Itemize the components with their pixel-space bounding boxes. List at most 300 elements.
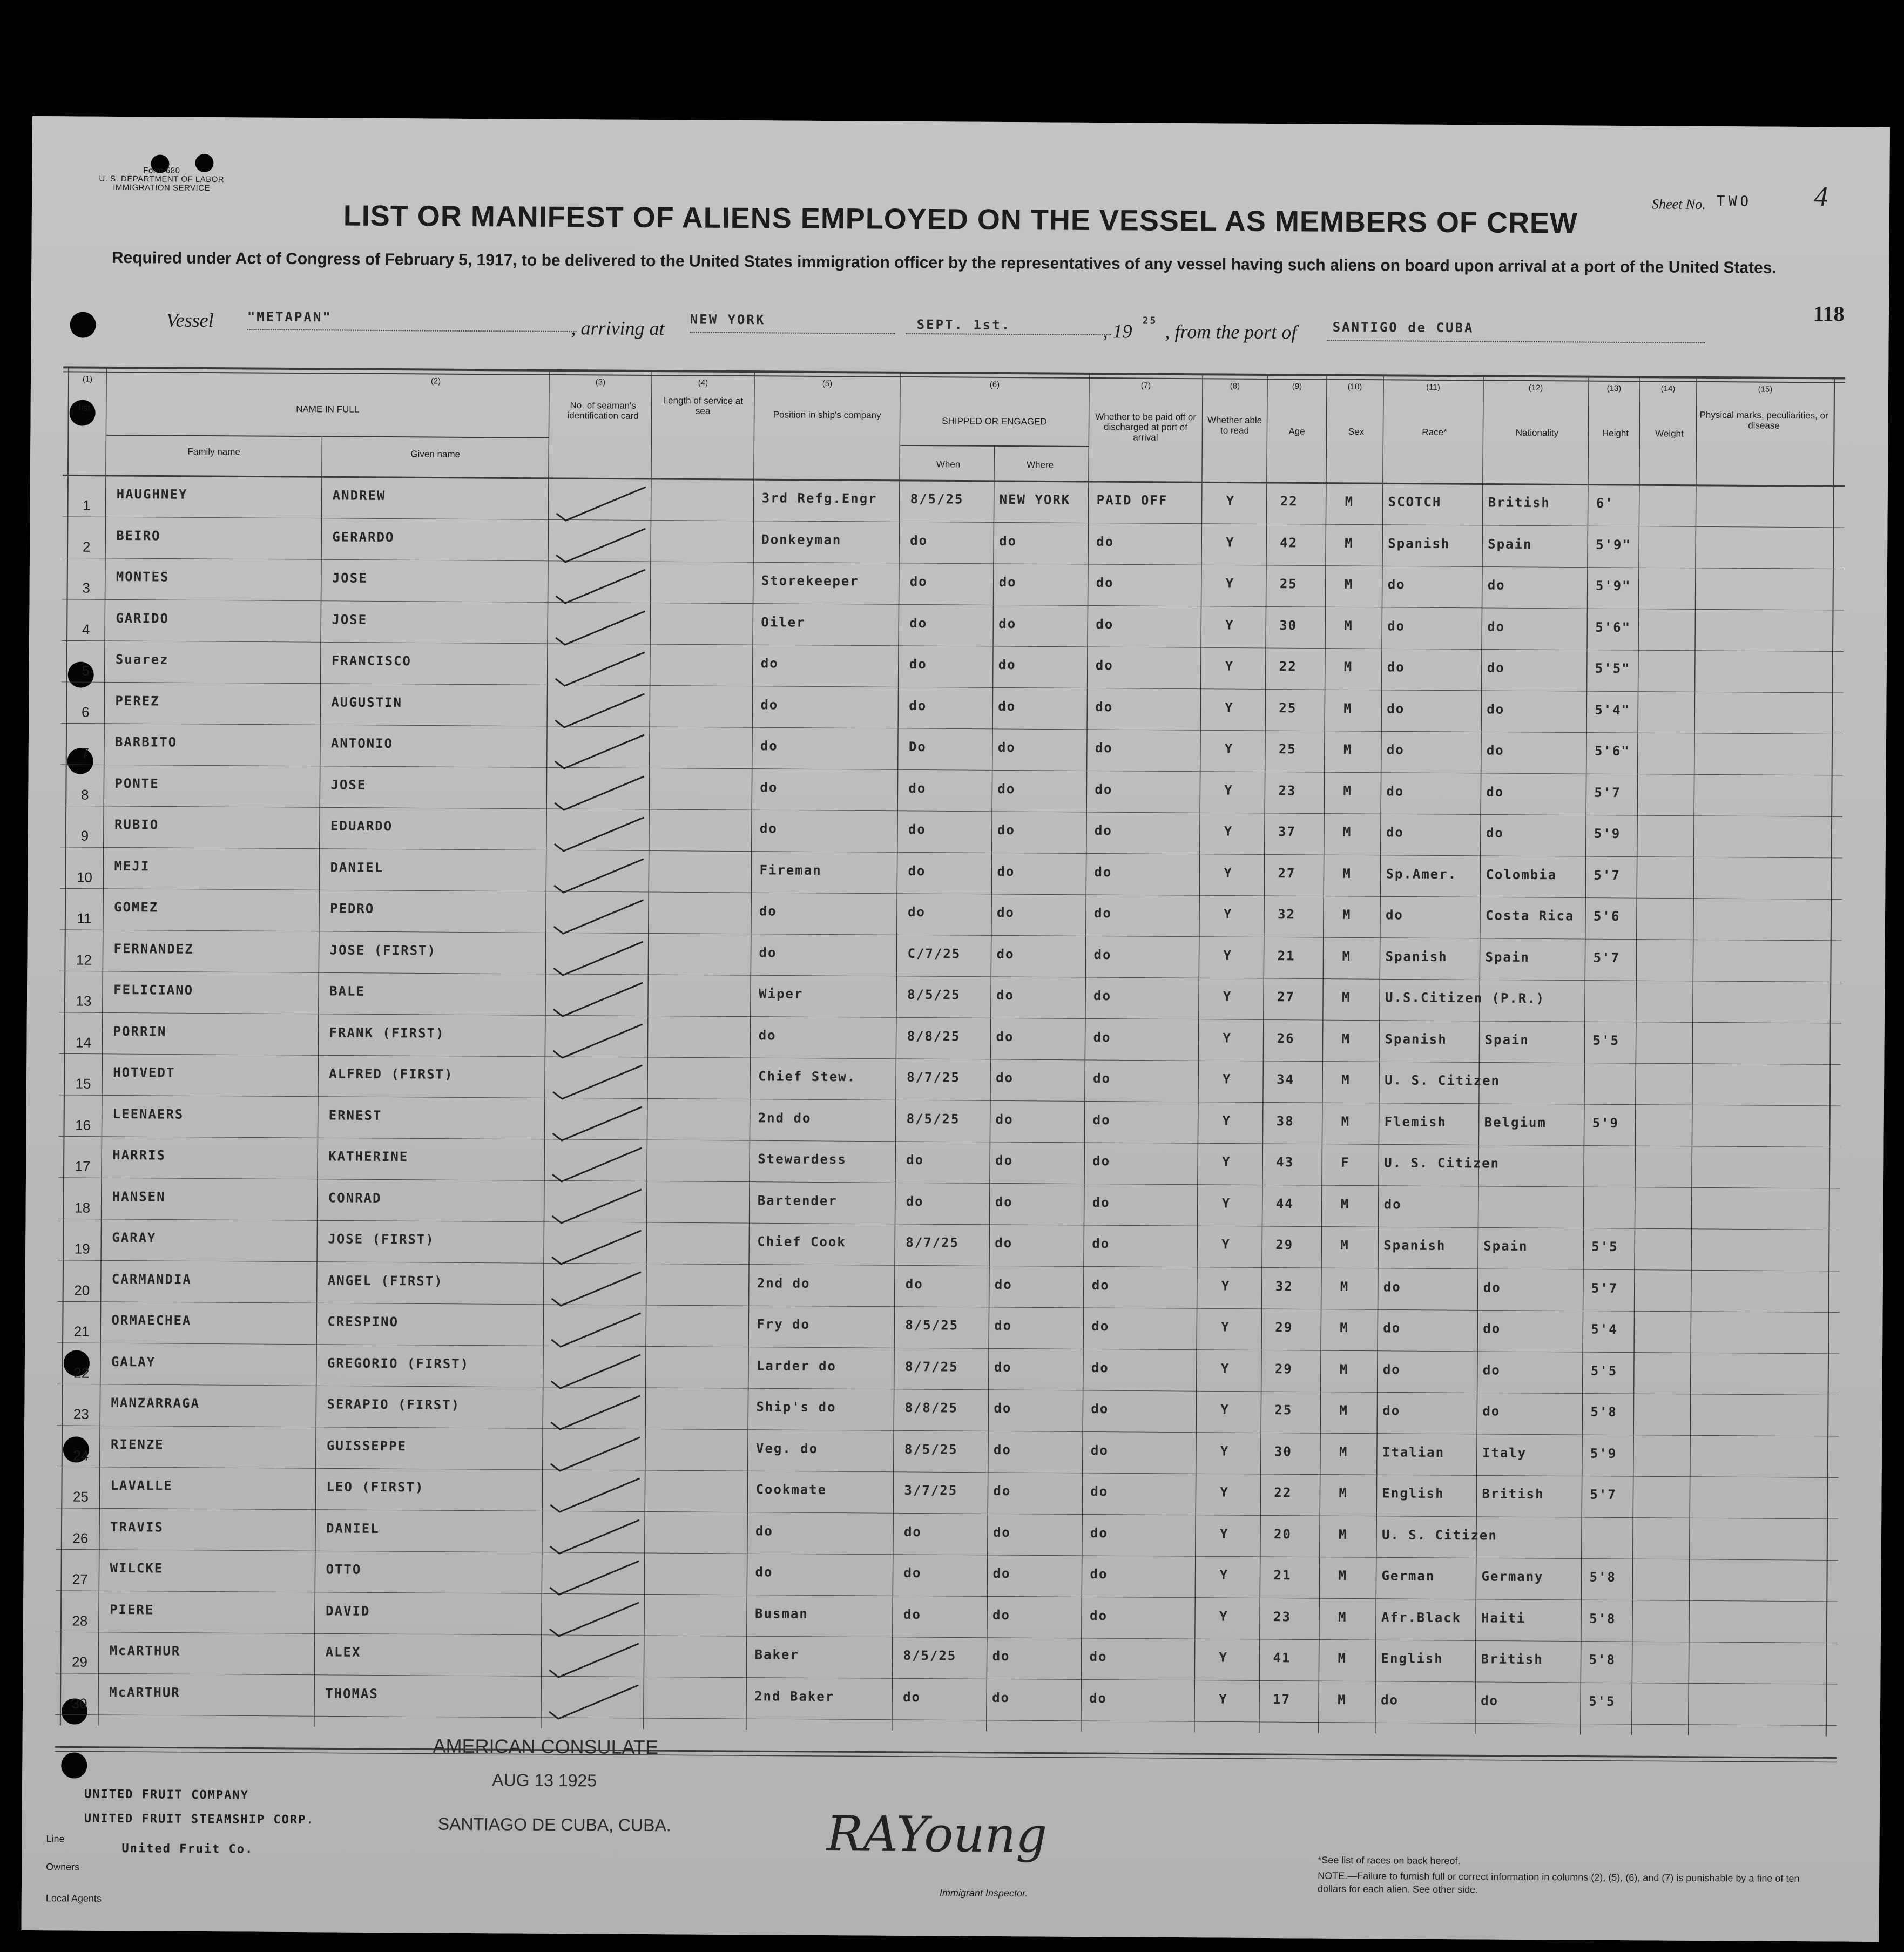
nationality-cell: Costa Rica bbox=[1485, 908, 1575, 924]
nationality-cell: do bbox=[1487, 701, 1505, 717]
family-name-cell: LAVALLE bbox=[110, 1477, 173, 1494]
row-rule bbox=[57, 1426, 1839, 1436]
row-rule bbox=[59, 971, 1841, 982]
given-name-cell: EDUARDO bbox=[330, 818, 393, 834]
check-mark-icon bbox=[550, 1021, 647, 1064]
family-name-cell: PEREZ bbox=[115, 693, 160, 708]
given-name-cell: ALEX bbox=[325, 1644, 361, 1660]
footer-line-label: Line bbox=[46, 1833, 65, 1845]
shipped-when-cell: do bbox=[908, 821, 926, 837]
age-cell: 29 bbox=[1275, 1320, 1293, 1335]
row-number: 16 bbox=[75, 1117, 91, 1133]
column-number: (7) bbox=[1140, 381, 1151, 390]
family-name-cell: McARTHUR bbox=[109, 1643, 181, 1659]
shipped-when-cell: 3/7/25 bbox=[904, 1482, 958, 1498]
row-rule bbox=[57, 1467, 1839, 1477]
paid-off-cell: do bbox=[1090, 1566, 1108, 1582]
row-number: 10 bbox=[76, 869, 92, 886]
given-name-cell: JOSE bbox=[332, 611, 368, 627]
race-cell: Flemish bbox=[1384, 1113, 1447, 1130]
header-height: Height bbox=[1602, 428, 1629, 439]
nationality-cell: do bbox=[1482, 1403, 1501, 1419]
family-name-cell: ORMAECHEA bbox=[111, 1312, 192, 1328]
row-rule bbox=[57, 1343, 1839, 1354]
position-cell: Cookmate bbox=[755, 1482, 827, 1498]
arrival-date: SEPT. 1st. bbox=[916, 317, 1011, 333]
height-cell: 5'7 bbox=[1594, 785, 1621, 800]
check-mark-icon bbox=[551, 980, 648, 1023]
check-mark-icon bbox=[551, 938, 648, 982]
column-rule bbox=[314, 436, 322, 1727]
paid-off-cell: do bbox=[1094, 823, 1112, 839]
shipped-when-cell: do bbox=[910, 532, 928, 548]
sex-cell: M bbox=[1343, 659, 1353, 674]
family-name-cell: LEENAERS bbox=[112, 1106, 184, 1122]
nationality-cell: do bbox=[1483, 1279, 1501, 1295]
header-where: Where bbox=[1026, 460, 1054, 470]
shipped-when-cell: 8/5/25 bbox=[910, 491, 964, 507]
from-label: , from the port of bbox=[1165, 320, 1297, 343]
row-number: 9 bbox=[80, 827, 89, 844]
check-mark-icon bbox=[552, 814, 649, 858]
paid-off-cell: do bbox=[1093, 988, 1112, 1004]
race-cell: Spanish bbox=[1388, 535, 1450, 551]
nationality-cell: Spain bbox=[1484, 1031, 1529, 1048]
height-cell: 5'9 bbox=[1590, 1446, 1617, 1461]
row-rule bbox=[55, 1714, 1837, 1725]
column-rule bbox=[1194, 374, 1203, 1732]
height-cell: 5'9" bbox=[1596, 537, 1632, 552]
position-cell: Baker bbox=[754, 1647, 799, 1663]
shipped-when-cell: do bbox=[908, 780, 927, 796]
column-number: (8) bbox=[1230, 381, 1240, 391]
position-cell: do bbox=[760, 656, 779, 671]
able-read-cell: Y bbox=[1220, 1443, 1230, 1459]
able-read-cell: Y bbox=[1221, 1237, 1231, 1252]
position-cell: Storekeeper bbox=[761, 573, 859, 589]
nationality-cell: Germany bbox=[1481, 1569, 1544, 1585]
sex-cell: M bbox=[1338, 1650, 1347, 1666]
race-cell: English bbox=[1381, 1651, 1443, 1667]
row-number: 2 bbox=[82, 538, 91, 555]
age-cell: 27 bbox=[1277, 989, 1295, 1005]
paid-off-cell: do bbox=[1095, 658, 1113, 673]
able-read-cell: Y bbox=[1221, 1319, 1230, 1335]
paid-off-cell: do bbox=[1090, 1525, 1109, 1541]
age-cell: 44 bbox=[1275, 1195, 1294, 1211]
family-name-cell: GARIDO bbox=[116, 610, 170, 626]
shipped-where-cell: do bbox=[996, 1070, 1014, 1086]
given-name-cell: ALFRED (FIRST) bbox=[329, 1066, 454, 1082]
able-read-cell: Y bbox=[1220, 1402, 1230, 1417]
header-list: list bbox=[79, 402, 91, 413]
header-nationality: Nationality bbox=[1515, 427, 1559, 438]
able-read-cell: Y bbox=[1226, 493, 1235, 509]
family-name-cell: MANZARRAGA bbox=[111, 1395, 200, 1411]
shipped-where-cell: do bbox=[992, 1690, 1010, 1705]
given-name-cell: BALE bbox=[329, 983, 365, 999]
column-number: (10) bbox=[1347, 382, 1362, 392]
row-rule bbox=[59, 1012, 1841, 1023]
position-cell: do bbox=[758, 1027, 777, 1043]
given-name-cell: JOSE (FIRST) bbox=[329, 942, 437, 958]
position-cell: 2nd do bbox=[758, 1110, 812, 1126]
row-rule bbox=[56, 1508, 1838, 1519]
nationality-cell: do bbox=[1486, 783, 1504, 800]
able-read-cell: Y bbox=[1226, 535, 1235, 550]
age-cell: 38 bbox=[1276, 1113, 1294, 1129]
shipped-where-cell: do bbox=[994, 1276, 1012, 1292]
shipped-where-cell: do bbox=[995, 1152, 1014, 1169]
age-cell: 32 bbox=[1275, 1278, 1293, 1294]
age-cell: 25 bbox=[1278, 741, 1297, 757]
paid-off-cell: do bbox=[1089, 1607, 1108, 1623]
height-cell: 5'4 bbox=[1591, 1321, 1618, 1337]
column-number: (12) bbox=[1528, 383, 1543, 393]
able-read-cell: Y bbox=[1225, 658, 1234, 674]
able-read-cell: Y bbox=[1219, 1525, 1229, 1542]
row-number: 23 bbox=[73, 1406, 89, 1422]
height-cell: 5'5 bbox=[1590, 1363, 1618, 1379]
race-cell: do bbox=[1382, 1361, 1401, 1377]
shipped-where-cell: do bbox=[995, 1235, 1013, 1251]
column-number: (11) bbox=[1426, 382, 1440, 392]
able-read-cell: Y bbox=[1223, 1071, 1232, 1087]
position-cell: do bbox=[759, 903, 778, 919]
given-name-cell: ANGEL (FIRST) bbox=[327, 1272, 443, 1289]
able-read-cell: Y bbox=[1223, 989, 1232, 1004]
given-name-cell: PEDRO bbox=[329, 901, 375, 916]
shipped-when-cell: 8/8/25 bbox=[904, 1400, 958, 1416]
shipped-when-cell: 8/5/25 bbox=[906, 1111, 960, 1127]
height-cell: 6' bbox=[1596, 495, 1614, 511]
sex-cell: M bbox=[1344, 576, 1354, 592]
family-name-cell: RIENZE bbox=[110, 1436, 164, 1453]
age-cell: 41 bbox=[1273, 1650, 1291, 1666]
age-cell: 29 bbox=[1275, 1237, 1294, 1253]
column-number: (4) bbox=[698, 378, 708, 388]
header-physical-marks: Physical marks, peculiarities, or disease bbox=[1699, 409, 1828, 431]
height-cell: 5'8 bbox=[1589, 1652, 1616, 1667]
sex-cell: M bbox=[1343, 700, 1353, 716]
race-cell: do bbox=[1387, 659, 1405, 675]
sheet-number-value: TWO bbox=[1717, 193, 1752, 210]
shipped-when-cell: do bbox=[906, 1152, 924, 1168]
arriving-port: NEW YORK bbox=[690, 312, 766, 328]
shipped-when-cell: do bbox=[903, 1524, 922, 1539]
given-name-cell: AUGUSTIN bbox=[331, 694, 403, 710]
sex-cell: M bbox=[1341, 1113, 1351, 1129]
shipped-where-cell: do bbox=[998, 616, 1017, 631]
position-cell: Larder do bbox=[756, 1357, 837, 1374]
age-cell: 22 bbox=[1280, 494, 1298, 509]
position-cell: 2nd Baker bbox=[754, 1688, 835, 1704]
height-cell: 5'6" bbox=[1595, 619, 1631, 635]
header-race: Race* bbox=[1422, 427, 1447, 438]
able-read-cell: Y bbox=[1225, 617, 1234, 633]
given-name-cell: OTTO bbox=[326, 1562, 362, 1577]
shipped-where-cell: do bbox=[997, 822, 1015, 838]
header-bottom-rule bbox=[63, 475, 1845, 486]
race-cell: do bbox=[1385, 907, 1404, 923]
sex-cell: M bbox=[1342, 866, 1352, 881]
given-name-cell: DANIEL bbox=[326, 1520, 380, 1536]
age-cell: 17 bbox=[1273, 1691, 1291, 1707]
paid-off-cell: do bbox=[1091, 1319, 1110, 1334]
check-mark-icon bbox=[550, 1103, 647, 1147]
age-cell: 30 bbox=[1279, 617, 1298, 633]
family-name-cell: FERNANDEZ bbox=[113, 941, 194, 957]
family-name-cell: GOMEZ bbox=[113, 899, 159, 915]
header-name-in-full: NAME IN FULL bbox=[296, 403, 360, 415]
row-number: 21 bbox=[73, 1323, 90, 1340]
column-rule bbox=[1826, 378, 1834, 1736]
header-sex: Sex bbox=[1348, 426, 1365, 437]
row-number: 8 bbox=[81, 786, 89, 803]
given-name-cell: DANIEL bbox=[330, 859, 384, 875]
age-cell: 32 bbox=[1277, 907, 1296, 922]
age-cell: 25 bbox=[1279, 700, 1297, 715]
sex-cell: M bbox=[1344, 618, 1353, 633]
column-number: (2) bbox=[430, 376, 441, 386]
name-subheader-rule bbox=[106, 435, 549, 438]
row-number: 13 bbox=[76, 992, 92, 1009]
shipped-where-cell: do bbox=[996, 987, 1015, 1003]
given-name-cell: GUISSEPPE bbox=[326, 1437, 407, 1454]
check-mark-icon bbox=[553, 525, 651, 569]
sex-cell: M bbox=[1340, 1237, 1349, 1253]
shipped-when-cell: do bbox=[906, 1193, 924, 1209]
family-name-cell: MEJI bbox=[114, 858, 150, 874]
race-cell: do bbox=[1382, 1403, 1401, 1419]
header-age: Age bbox=[1288, 426, 1305, 437]
position-cell: do bbox=[760, 738, 778, 754]
family-name-cell: BARBITO bbox=[114, 734, 178, 750]
age-cell: 23 bbox=[1273, 1609, 1292, 1624]
family-name-cell: WILCKE bbox=[110, 1560, 164, 1576]
given-name-cell: KATHERINE bbox=[328, 1149, 409, 1165]
given-name-cell: GREGORIO (FIRST) bbox=[327, 1355, 470, 1372]
service: IMMIGRATION SERVICE bbox=[113, 183, 211, 193]
race-cell: do bbox=[1387, 700, 1405, 717]
nationality-cell: Spain bbox=[1483, 1238, 1528, 1254]
column-number: (14) bbox=[1660, 384, 1676, 394]
race-cell: do bbox=[1386, 825, 1404, 840]
race-cell: U. S. Citizen bbox=[1385, 1072, 1501, 1089]
nationality-cell: British bbox=[1481, 1651, 1543, 1667]
race-cell: Italian bbox=[1382, 1444, 1445, 1460]
shipped-when-cell: 8/5/25 bbox=[903, 1647, 957, 1664]
shipped-where-cell: do bbox=[992, 1565, 1011, 1582]
paid-off-cell: do bbox=[1092, 1112, 1111, 1127]
shipped-when-cell: do bbox=[909, 656, 927, 672]
check-mark-icon bbox=[549, 1351, 646, 1395]
check-mark-icon bbox=[547, 1599, 644, 1643]
nationality-cell: do bbox=[1483, 1321, 1501, 1336]
given-name-cell: JOSE bbox=[332, 570, 368, 586]
row-number: 30 bbox=[71, 1694, 87, 1712]
age-cell: 21 bbox=[1273, 1568, 1292, 1583]
sex-cell: M bbox=[1341, 1031, 1351, 1046]
row-number: 20 bbox=[74, 1282, 90, 1299]
race-cell: Spanish bbox=[1385, 948, 1448, 964]
column-rule bbox=[1689, 377, 1697, 1735]
height-cell: 5'8 bbox=[1589, 1569, 1616, 1585]
shipped-where-cell: do bbox=[994, 1318, 1012, 1334]
given-name-cell: CRESPINO bbox=[327, 1314, 399, 1330]
shipped-where-cell: do bbox=[996, 946, 1015, 962]
position-cell: do bbox=[755, 1523, 774, 1538]
department: U. S. DEPARTMENT OF LABOR bbox=[99, 174, 225, 185]
paid-off-cell: do bbox=[1091, 1277, 1110, 1293]
check-mark-icon bbox=[546, 1681, 644, 1725]
row-number: 17 bbox=[75, 1158, 91, 1174]
row-rule bbox=[60, 847, 1842, 858]
sex-cell: M bbox=[1339, 1361, 1349, 1377]
family-name-cell: BEIRO bbox=[116, 528, 161, 543]
race-cell: Spanish bbox=[1385, 1031, 1447, 1047]
position-cell: Veg. do bbox=[755, 1440, 819, 1456]
row-number: 5 bbox=[82, 662, 90, 679]
shipped-when-cell: do bbox=[908, 863, 926, 879]
race-cell: English bbox=[1382, 1485, 1444, 1502]
age-cell: 21 bbox=[1277, 948, 1295, 963]
age-cell: 29 bbox=[1274, 1361, 1293, 1376]
family-name-cell: MONTES bbox=[116, 569, 170, 585]
race-cell: do bbox=[1387, 577, 1406, 592]
race-cell: do bbox=[1386, 783, 1405, 799]
nationality-cell: Spain bbox=[1485, 949, 1530, 965]
given-name-cell: GERARDO bbox=[332, 529, 395, 545]
family-name-cell: Suarez bbox=[115, 651, 169, 667]
check-mark-icon bbox=[547, 1558, 644, 1602]
year-suffix: 25 bbox=[1142, 315, 1158, 327]
shipped-when-cell: 8/5/25 bbox=[904, 1441, 958, 1457]
row-rule bbox=[61, 723, 1843, 734]
family-name-cell: CARMANDIA bbox=[111, 1271, 192, 1287]
height-cell: 5'6 bbox=[1593, 908, 1621, 924]
footer-company-1: UNITED FRUIT COMPANY bbox=[84, 1787, 249, 1802]
shipped-when-cell: do bbox=[907, 904, 926, 920]
footer-owner: United Fruit Co. bbox=[121, 1842, 254, 1856]
nationality-cell: do bbox=[1487, 660, 1505, 676]
shipped-when-cell: 8/7/25 bbox=[906, 1234, 960, 1251]
sex-cell: M bbox=[1340, 1279, 1349, 1294]
header-seaman-card: No. of seaman's identification card bbox=[567, 400, 639, 421]
race-cell: U.S.Citizen (P.R.) bbox=[1385, 990, 1545, 1007]
shipped-when-cell: do bbox=[903, 1689, 921, 1705]
column-number: (3) bbox=[595, 377, 606, 387]
check-mark-icon bbox=[553, 566, 650, 610]
age-cell: 25 bbox=[1279, 576, 1298, 592]
manifest-sheet bbox=[21, 116, 1889, 1942]
given-name-cell: ANTONIO bbox=[330, 735, 394, 752]
position-cell: do bbox=[755, 1564, 773, 1580]
nationality-cell: do bbox=[1486, 742, 1504, 758]
row-rule bbox=[59, 1095, 1841, 1106]
sex-cell: M bbox=[1341, 1072, 1351, 1088]
position-cell: 3rd Refg.Engr bbox=[761, 490, 877, 506]
paid-off-cell: do bbox=[1095, 781, 1113, 797]
paid-off-cell: do bbox=[1091, 1360, 1109, 1375]
able-read-cell: Y bbox=[1219, 1650, 1228, 1665]
nationality-cell: British bbox=[1488, 495, 1550, 511]
height-cell: 5'5 bbox=[1589, 1693, 1616, 1709]
height-cell: 5'6" bbox=[1594, 743, 1630, 759]
shipped-where-cell: do bbox=[996, 1029, 1014, 1044]
nationality-cell: Colombia bbox=[1486, 866, 1557, 882]
row-rule bbox=[60, 888, 1842, 899]
race-cell: U. S. Citizen bbox=[1384, 1155, 1500, 1171]
row-rule bbox=[62, 640, 1844, 651]
family-name-cell: HAUGHNEY bbox=[116, 486, 188, 502]
sheet-handwritten-mark: 4 bbox=[1813, 181, 1828, 213]
shipped-where-cell: do bbox=[998, 657, 1016, 673]
race-cell: do bbox=[1381, 1692, 1399, 1708]
sex-cell: M bbox=[1338, 1527, 1348, 1542]
row-number: 3 bbox=[82, 579, 90, 596]
check-mark-icon bbox=[548, 1434, 645, 1477]
row-rule bbox=[59, 1053, 1841, 1064]
age-cell: 23 bbox=[1278, 782, 1297, 798]
sex-cell: M bbox=[1339, 1485, 1348, 1501]
paid-off-cell: do bbox=[1092, 1236, 1110, 1252]
race-cell: do bbox=[1387, 618, 1406, 634]
given-name-cell: ANDREW bbox=[332, 488, 386, 504]
age-cell: 25 bbox=[1274, 1402, 1293, 1418]
sex-cell: M bbox=[1338, 1692, 1347, 1707]
able-read-cell: Y bbox=[1223, 948, 1233, 963]
given-name-cell: THOMAS bbox=[325, 1685, 379, 1701]
race-cell: Spanish bbox=[1383, 1238, 1446, 1254]
able-read-cell: Y bbox=[1225, 576, 1235, 591]
shipped-when-cell: 8/5/25 bbox=[907, 987, 961, 1003]
paid-off-cell: do bbox=[1089, 1690, 1108, 1706]
sex-cell: M bbox=[1342, 907, 1352, 922]
shipped-where-cell: do bbox=[992, 1648, 1010, 1664]
row-number: 22 bbox=[73, 1365, 90, 1381]
check-mark-icon bbox=[549, 1227, 646, 1271]
shipped-where-cell: do bbox=[994, 1359, 1012, 1375]
paid-off-cell: do bbox=[1093, 906, 1112, 921]
age-cell: 27 bbox=[1278, 865, 1296, 881]
row-number: 7 bbox=[81, 745, 90, 761]
sex-cell: M bbox=[1339, 1444, 1348, 1460]
age-cell: 43 bbox=[1276, 1154, 1294, 1170]
column-rule bbox=[1632, 377, 1640, 1735]
header-able-read: Whether able to read bbox=[1207, 415, 1262, 436]
position-cell: Fireman bbox=[759, 862, 822, 878]
column-rule bbox=[746, 372, 754, 1730]
race-cell: Afr.Black bbox=[1381, 1609, 1462, 1625]
page-subtitle: Required under Act of Congress of February 5, 1917, to be delivered to the United States immigration officer by the representatives of any vessel having such aliens on board upon arrival at a port of the United States. bbox=[111, 248, 1777, 277]
race-cell: do bbox=[1383, 1279, 1401, 1295]
sex-cell: M bbox=[1338, 1568, 1348, 1583]
paid-off-cell: do bbox=[1092, 1194, 1110, 1210]
sex-cell: M bbox=[1338, 1609, 1347, 1625]
given-name-cell: FRANK (FIRST) bbox=[329, 1024, 445, 1041]
check-mark-icon bbox=[548, 1516, 645, 1560]
height-cell: 5'7 bbox=[1594, 867, 1621, 883]
check-mark-icon bbox=[550, 1145, 647, 1188]
race-note: *See list of races on back hereof. bbox=[1318, 1854, 1461, 1867]
race-cell: do bbox=[1383, 1320, 1401, 1336]
nationality-cell: do bbox=[1487, 618, 1505, 634]
position-cell: Chief Cook bbox=[757, 1234, 846, 1250]
row-number: 19 bbox=[74, 1240, 90, 1257]
given-name-cell: SERAPIO (FIRST) bbox=[327, 1396, 461, 1413]
nationality-cell: Haiti bbox=[1481, 1610, 1526, 1626]
